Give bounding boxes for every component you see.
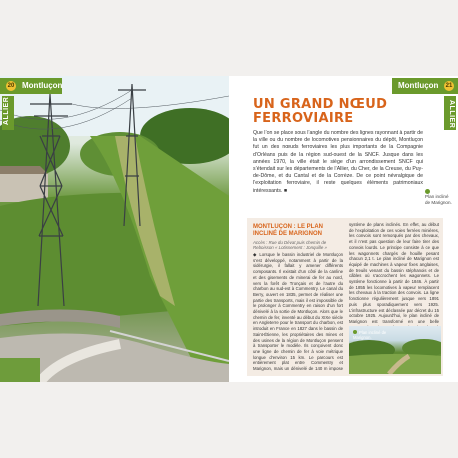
info-box — [247, 218, 443, 376]
left-side-label-bar — [2, 96, 14, 130]
small-landscape-photo — [349, 326, 441, 374]
page-title — [253, 98, 387, 126]
info-box-access: Accès : Rue du Dévat puis chemin de Reboisson « Lotissement : Jonquille » — [253, 240, 327, 251]
small-photo-caption — [353, 330, 403, 340]
right-page-tab — [392, 78, 458, 94]
info-box-column-1: ◆ Lorsque le bassin industriel de Montluçon s’est développé, notamment à partir de la sidérurgie, il fallait y amener différents composants. Il existait d’un côté de la canline et des gisements de minerai de fer au nord, vers la forêt de Tronçais et de l’autre du charbon au sud-est à Commentry. Le canal du Berry, ouvert en 1835, permet de réaliser une partie des transports, mais il est impossible de le prolonger à Commentry en raison d’un fort dénivelé à la sortie de Montluçon. Alors que le chemin de fer, inventé au début du XIXe siècle en Angleterre pour le transport du charbon, est introduit en France en 1827 dans le bassin de Saint-Étienne, les propriétaires des mines et des usines de la région de Montluçon pensent à transporter le modèle. Ils conçoivent donc une ligne de chemin de fer à voie métrique longue d’environ 15 km. Le parcours est entièrement plat entre Commentry et Marignon, mais un dénivelé de 140 m impose — [253, 252, 343, 372]
caption-bullet-icon — [353, 330, 357, 334]
info-box-column-2: système de plans inclinés. En effet, au début de l’exploitation de ces voies ferrées minières, les convois sont remorqués par des chevaux, et il n’est pas question de leur faire tirer des convois lourds. Le principe consiste à ce que les wagonnets chargés de houille pesant chacun 2,1 t. Le plan incliné de Marignon est équipé de machines à vapeur fixes anglaises, de treuils venant du bassin stéphanois et de câbles où s’accrochent les wagonnets. Le système fonctionne à partir de 1846. À partir de 1855 les locomotives à vapeur remplacent les chevaux à la traction des convois. La ligne fonctionne régulièrement jusque vers 1891 puis plus sporadiquement vers 1925. L’infrastructure est déclassée par décret du 15 octobre 1925. Aujourd’hui, le plan incliné de Marignon est transformé en une belle — [349, 222, 439, 324]
page-number-badge: 21 — [445, 83, 453, 89]
right-page-tab-label: Montluçon — [398, 81, 439, 90]
railway-landscape-photo — [0, 76, 229, 382]
left-page-tab — [0, 78, 62, 94]
book-spread — [0, 76, 458, 382]
left-page-photo — [0, 76, 229, 382]
photo-caption: Plan incliné de Marignon. — [425, 194, 452, 205]
page-number-badge: 20 — [7, 83, 15, 89]
left-page-tab-label: Montluçon — [22, 81, 63, 90]
right-side-label: ALLIER — [448, 100, 455, 129]
left-side-label: ALLIER — [3, 96, 10, 125]
info-box-title: MONTLUÇON : LE PLAN INCLINÉ DE MARIGNON — [253, 224, 323, 237]
small-photo-caption-text: Plan incliné de Marignon. — [353, 330, 387, 340]
right-page — [229, 76, 458, 382]
right-side-label-bar — [444, 96, 456, 130]
intro-paragraph: Que l’on se place sous l’angle du nombre des lignes rayonnant à partir de la ville ou du nombre de locomotives pensionnaires du dépôt, Montluçon fut un des nœuds ferroviaires les plus importants de la Compagnie d’Orléans puis de la région sud-ouest de la SNCF. Jusque dans les années 1970, la ville était le siège d’un arrondissement SNCF qui s’étendait sur les départements de l’Allier, du Cher, de la Creuse, du Puy-de-Dôme, et du Cantal et de la Corrèze. De ce point névralgique de l’exploitation ferroviaire, il reste quelques éléments patrimoniaux intéressants. ■ — [253, 130, 423, 194]
title-line-1: UN GRAND NŒUD — [253, 97, 388, 112]
title-line-2: FERROVIAIRE — [253, 111, 354, 126]
